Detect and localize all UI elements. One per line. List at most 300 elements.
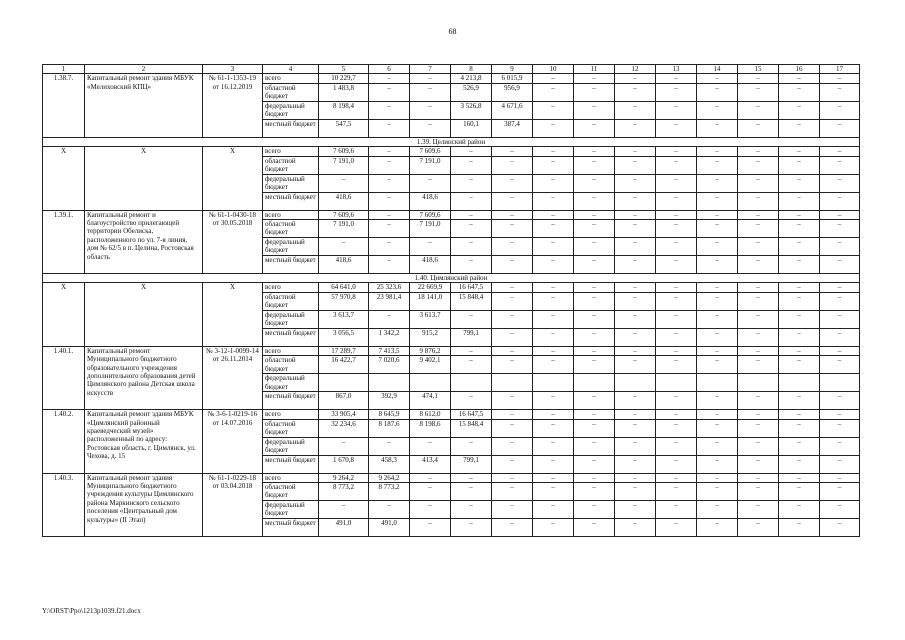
amount-cell: 15 848,4 (451, 292, 492, 310)
table-row (43, 210, 860, 219)
amount-cell: – (779, 256, 820, 274)
amount-cell (319, 374, 369, 392)
amount-cell: 7 609,6 (319, 210, 369, 219)
amount-cell: – (820, 292, 860, 310)
amount-cell: – (615, 74, 656, 83)
amount-cell (369, 374, 410, 392)
column-number: 2 (85, 65, 203, 74)
amount-cell: – (451, 437, 492, 455)
amount-cell: – (410, 483, 451, 501)
amount-cell: – (533, 74, 574, 83)
amount-cell: – (492, 346, 533, 355)
amount-cell: – (697, 238, 738, 256)
amount-cell: – (738, 346, 779, 355)
amount-cell: – (779, 101, 820, 119)
amount-cell: 15 848,4 (451, 419, 492, 437)
amount-cell: – (820, 356, 860, 374)
amount-cell: – (410, 473, 451, 482)
amount-cell: – (697, 473, 738, 482)
amount-cell: – (451, 310, 492, 328)
amount-cell: – (369, 74, 410, 83)
amount-cell: 8 198,6 (410, 419, 451, 437)
amount-cell: – (451, 483, 492, 501)
amount-cell: – (656, 238, 697, 256)
section-row (43, 274, 860, 283)
amount-cell: – (697, 147, 738, 156)
amount-cell: – (779, 310, 820, 328)
amount-cell: – (574, 174, 615, 192)
amount-cell: – (492, 220, 533, 238)
amount-cell: 8 612,0 (410, 410, 451, 419)
amount-cell: – (779, 147, 820, 156)
amount-cell: – (738, 483, 779, 501)
amount-cell: – (697, 174, 738, 192)
amount-cell: 25 323,6 (369, 283, 410, 292)
amount-cell: – (738, 437, 779, 455)
amount-cell: 418,6 (410, 192, 451, 210)
amount-cell: – (656, 410, 697, 419)
table-row (43, 283, 860, 292)
amount-cell: – (820, 483, 860, 501)
item-name: Капитальный ремонт здания МБУК «Цимлянский районный краеведческий музей» расположенный по адресу: Ростовская область, г. Цимлянск, ул. Чехова, д. 15 (85, 410, 203, 473)
amount-cell: – (615, 283, 656, 292)
amount-cell: – (697, 346, 738, 355)
item-document: № 61-1-0229-18 от 03.04.2018 (203, 473, 263, 536)
amount-cell: 7 609,6 (319, 147, 369, 156)
amount-cell: – (820, 455, 860, 473)
amount-cell: – (615, 83, 656, 101)
amount-cell: – (369, 147, 410, 156)
amount-cell (820, 374, 860, 392)
amount-cell: – (615, 501, 656, 519)
funding-source: федеральный бюджет (263, 238, 319, 256)
table-row (43, 346, 860, 355)
amount-cell: – (533, 392, 574, 410)
amount-cell: – (533, 101, 574, 119)
amount-cell: – (533, 210, 574, 219)
amount-cell: 6 015,9 (492, 74, 533, 83)
amount-cell: – (574, 310, 615, 328)
amount-cell: 3 613,7 (319, 310, 369, 328)
amount-cell: – (697, 192, 738, 210)
amount-cell: – (697, 83, 738, 101)
amount-cell (697, 374, 738, 392)
amount-cell: 7 609,6 (410, 210, 451, 219)
table-row (43, 147, 860, 156)
amount-cell: – (738, 119, 779, 137)
amount-cell: – (820, 501, 860, 519)
amount-cell: – (492, 392, 533, 410)
amount-cell: 1 342,2 (369, 328, 410, 346)
amount-cell (410, 374, 451, 392)
amount-cell: 3 613,7 (410, 310, 451, 328)
column-number: 16 (779, 65, 820, 74)
amount-cell: – (738, 256, 779, 274)
amount-cell: 526,9 (451, 83, 492, 101)
amount-cell: – (738, 410, 779, 419)
amount-cell: – (615, 356, 656, 374)
amount-cell: – (738, 310, 779, 328)
amount-cell: 16 647,5 (451, 410, 492, 419)
amount-cell (574, 374, 615, 392)
column-number: 8 (451, 65, 492, 74)
amount-cell: – (369, 220, 410, 238)
amount-cell: 16 647,5 (451, 283, 492, 292)
column-number: 6 (369, 65, 410, 74)
amount-cell: – (533, 238, 574, 256)
amount-cell (656, 374, 697, 392)
amount-cell: – (533, 419, 574, 437)
amount-cell: – (615, 220, 656, 238)
amount-cell: – (451, 501, 492, 519)
funding-source: областной бюджет (263, 220, 319, 238)
amount-cell: – (574, 419, 615, 437)
amount-cell: – (451, 519, 492, 537)
table-row (43, 410, 860, 419)
amount-cell: 32 234,6 (319, 419, 369, 437)
amount-cell: 491,0 (319, 519, 369, 537)
amount-cell: 799,1 (451, 328, 492, 346)
amount-cell: – (697, 437, 738, 455)
amount-cell: – (615, 292, 656, 310)
amount-cell: – (369, 83, 410, 101)
section-title: 1.40. Цимлянский район (43, 274, 860, 283)
amount-cell: – (410, 74, 451, 83)
amount-cell: – (574, 519, 615, 537)
column-number: 9 (492, 65, 533, 74)
item-document: № 61-1-1353-19 от 16.12.2019 (203, 74, 263, 137)
amount-cell: – (451, 238, 492, 256)
item-code: Х (43, 147, 85, 210)
amount-cell: – (697, 328, 738, 346)
budget-table (42, 64, 860, 537)
amount-cell: – (697, 220, 738, 238)
amount-cell: – (779, 328, 820, 346)
amount-cell: – (574, 256, 615, 274)
amount-cell: – (615, 419, 656, 437)
amount-cell: 8 645,9 (369, 410, 410, 419)
amount-cell: – (492, 501, 533, 519)
amount-cell: – (820, 238, 860, 256)
amount-cell: 17 289,7 (319, 346, 369, 355)
column-number: 4 (263, 65, 319, 74)
amount-cell: – (697, 455, 738, 473)
amount-cell: – (533, 174, 574, 192)
amount-cell: – (697, 74, 738, 83)
amount-cell: – (697, 519, 738, 537)
amount-cell: – (779, 392, 820, 410)
amount-cell: – (697, 156, 738, 174)
amount-cell: 57 970,8 (319, 292, 369, 310)
amount-cell: – (738, 238, 779, 256)
amount-cell: – (369, 119, 410, 137)
amount-cell: 8 187,6 (369, 419, 410, 437)
item-document: № 3-12-1-0099-14 от 26.11.2014 (203, 346, 263, 409)
amount-cell: 18 141,0 (410, 292, 451, 310)
funding-source: федеральный бюджет (263, 374, 319, 392)
column-number: 17 (820, 65, 860, 74)
item-document: Х (203, 147, 263, 210)
amount-cell: – (492, 310, 533, 328)
amount-cell: – (574, 147, 615, 156)
amount-cell: – (656, 519, 697, 537)
amount-cell: – (369, 101, 410, 119)
amount-cell: – (369, 174, 410, 192)
amount-cell (533, 374, 574, 392)
amount-cell: – (615, 473, 656, 482)
amount-cell: – (492, 455, 533, 473)
amount-cell: – (533, 83, 574, 101)
amount-cell: – (615, 437, 656, 455)
funding-source: местный бюджет (263, 455, 319, 473)
amount-cell: – (820, 346, 860, 355)
amount-cell: – (656, 101, 697, 119)
amount-cell: – (779, 455, 820, 473)
column-number: 11 (574, 65, 615, 74)
amount-cell: 8 773,2 (369, 483, 410, 501)
amount-cell: – (779, 410, 820, 419)
amount-cell: – (574, 437, 615, 455)
amount-cell: – (492, 437, 533, 455)
item-code: 1.40.1. (43, 346, 85, 409)
amount-cell: – (574, 392, 615, 410)
amount-cell: – (319, 501, 369, 519)
amount-cell: – (820, 83, 860, 101)
amount-cell: – (533, 410, 574, 419)
amount-cell: – (697, 210, 738, 219)
amount-cell: – (738, 83, 779, 101)
amount-cell: – (779, 174, 820, 192)
amount-cell: – (615, 310, 656, 328)
section-title: 1.39. Целинский район (43, 137, 860, 146)
amount-cell: – (656, 437, 697, 455)
amount-cell: – (615, 410, 656, 419)
amount-cell: – (779, 419, 820, 437)
amount-cell: – (779, 238, 820, 256)
amount-cell: – (697, 283, 738, 292)
item-document: № 61-1-0430-18 от 30.05.2018 (203, 210, 263, 273)
amount-cell: – (574, 328, 615, 346)
amount-cell: – (451, 156, 492, 174)
amount-cell: – (615, 256, 656, 274)
amount-cell: – (697, 356, 738, 374)
funding-source: местный бюджет (263, 192, 319, 210)
amount-cell: – (533, 292, 574, 310)
amount-cell: 474,1 (410, 392, 451, 410)
amount-cell: – (574, 283, 615, 292)
amount-cell: – (738, 220, 779, 238)
amount-cell: – (738, 419, 779, 437)
amount-cell: – (656, 501, 697, 519)
funding-source: федеральный бюджет (263, 501, 319, 519)
amount-cell: 7 191,0 (410, 156, 451, 174)
amount-cell: 387,4 (492, 119, 533, 137)
amount-cell: 418,6 (319, 192, 369, 210)
amount-cell: – (738, 392, 779, 410)
amount-cell: – (410, 501, 451, 519)
amount-cell: – (574, 119, 615, 137)
amount-cell: 160,1 (451, 119, 492, 137)
amount-cell: – (319, 174, 369, 192)
amount-cell: – (533, 346, 574, 355)
amount-cell: – (533, 283, 574, 292)
amount-cell: – (697, 392, 738, 410)
amount-cell: 418,6 (410, 256, 451, 274)
funding-source: областной бюджет (263, 292, 319, 310)
amount-cell: – (574, 192, 615, 210)
item-name: Капитальный ремонт и благоустройство прилегающей территории Обелиска, расположенного по ул. 7-я линия, дом № 62/5 в п. Целина, Ростовская область (85, 210, 203, 273)
column-number: 7 (410, 65, 451, 74)
amount-cell: – (656, 392, 697, 410)
amount-cell: 4 671,6 (492, 101, 533, 119)
amount-cell: 956,9 (492, 83, 533, 101)
amount-cell: – (697, 256, 738, 274)
amount-cell: – (319, 238, 369, 256)
amount-cell: – (615, 455, 656, 473)
amount-cell: – (533, 147, 574, 156)
amount-cell: – (410, 174, 451, 192)
amount-cell: – (574, 410, 615, 419)
amount-cell: – (574, 455, 615, 473)
funding-source: местный бюджет (263, 328, 319, 346)
amount-cell: – (319, 437, 369, 455)
amount-cell: – (738, 328, 779, 346)
amount-cell: – (656, 283, 697, 292)
funding-source: местный бюджет (263, 256, 319, 274)
amount-cell: – (615, 192, 656, 210)
column-number: 15 (738, 65, 779, 74)
funding-source: местный бюджет (263, 119, 319, 137)
item-document: № 3-6-1-0219-16 от 14.07.2016 (203, 410, 263, 473)
amount-cell: – (492, 356, 533, 374)
amount-cell: – (738, 74, 779, 83)
amount-cell: – (820, 437, 860, 455)
amount-cell: – (656, 119, 697, 137)
amount-cell: – (533, 310, 574, 328)
amount-cell: – (615, 156, 656, 174)
funding-source: местный бюджет (263, 392, 319, 410)
amount-cell: – (533, 455, 574, 473)
amount-cell: – (656, 310, 697, 328)
funding-source: федеральный бюджет (263, 174, 319, 192)
amount-cell: – (738, 356, 779, 374)
amount-cell: – (451, 356, 492, 374)
amount-cell: – (779, 83, 820, 101)
amount-cell: – (779, 74, 820, 83)
amount-cell: – (779, 501, 820, 519)
item-code: 1.38.7. (43, 74, 85, 137)
amount-cell: – (779, 473, 820, 482)
amount-cell: – (533, 473, 574, 482)
amount-cell: – (451, 220, 492, 238)
amount-cell: 418,6 (319, 256, 369, 274)
amount-cell: – (820, 74, 860, 83)
amount-cell: 867,0 (319, 392, 369, 410)
amount-cell: – (492, 519, 533, 537)
amount-cell (779, 374, 820, 392)
amount-cell: 9 402,1 (410, 356, 451, 374)
amount-cell: – (738, 455, 779, 473)
table-row (43, 473, 860, 482)
amount-cell: – (615, 392, 656, 410)
funding-source: всего (263, 147, 319, 156)
amount-cell: – (738, 101, 779, 119)
funding-source: федеральный бюджет (263, 101, 319, 119)
amount-cell: – (615, 174, 656, 192)
amount-cell: 22 669,9 (410, 283, 451, 292)
amount-cell: – (820, 410, 860, 419)
amount-cell: – (574, 74, 615, 83)
amount-cell: – (697, 101, 738, 119)
amount-cell: 1 670,8 (319, 455, 369, 473)
amount-cell: – (615, 101, 656, 119)
funding-source: федеральный бюджет (263, 437, 319, 455)
amount-cell: – (738, 210, 779, 219)
amount-cell: 8 773,2 (319, 483, 369, 501)
amount-cell: – (820, 256, 860, 274)
amount-cell: 7 609,6 (410, 147, 451, 156)
amount-cell: – (492, 419, 533, 437)
amount-cell: – (533, 483, 574, 501)
amount-cell: – (451, 473, 492, 482)
amount-cell: – (779, 156, 820, 174)
amount-cell: – (615, 210, 656, 219)
amount-cell: – (492, 192, 533, 210)
funding-source: всего (263, 410, 319, 419)
column-number: 10 (533, 65, 574, 74)
amount-cell: 33 905,4 (319, 410, 369, 419)
amount-cell: – (656, 346, 697, 355)
amount-cell: – (533, 220, 574, 238)
amount-cell: – (738, 147, 779, 156)
amount-cell: – (410, 101, 451, 119)
amount-cell: – (533, 156, 574, 174)
amount-cell: 64 641,0 (319, 283, 369, 292)
column-number: 13 (656, 65, 697, 74)
amount-cell: – (820, 156, 860, 174)
amount-cell: – (451, 147, 492, 156)
page-number: 68 (448, 27, 457, 36)
amount-cell: 7 413,5 (369, 346, 410, 355)
amount-cell: – (410, 83, 451, 101)
amount-cell: – (492, 328, 533, 346)
amount-cell: – (656, 74, 697, 83)
funding-source: всего (263, 346, 319, 355)
amount-cell: – (574, 483, 615, 501)
amount-cell: – (451, 192, 492, 210)
item-code: Х (43, 283, 85, 346)
funding-source: федеральный бюджет (263, 310, 319, 328)
amount-cell: – (820, 210, 860, 219)
amount-cell: – (492, 147, 533, 156)
amount-cell: – (615, 119, 656, 137)
amount-cell: – (615, 147, 656, 156)
amount-cell: – (533, 356, 574, 374)
amount-cell: – (697, 419, 738, 437)
amount-cell: 547,5 (319, 119, 369, 137)
amount-cell: – (533, 437, 574, 455)
amount-cell: – (451, 392, 492, 410)
amount-cell: – (656, 483, 697, 501)
funding-source: всего (263, 473, 319, 482)
amount-cell: 7 020,6 (369, 356, 410, 374)
amount-cell: – (820, 283, 860, 292)
amount-cell: – (492, 238, 533, 256)
amount-cell: – (738, 283, 779, 292)
table-row (43, 74, 860, 83)
amount-cell: – (492, 292, 533, 310)
amount-cell: 491,0 (369, 519, 410, 537)
